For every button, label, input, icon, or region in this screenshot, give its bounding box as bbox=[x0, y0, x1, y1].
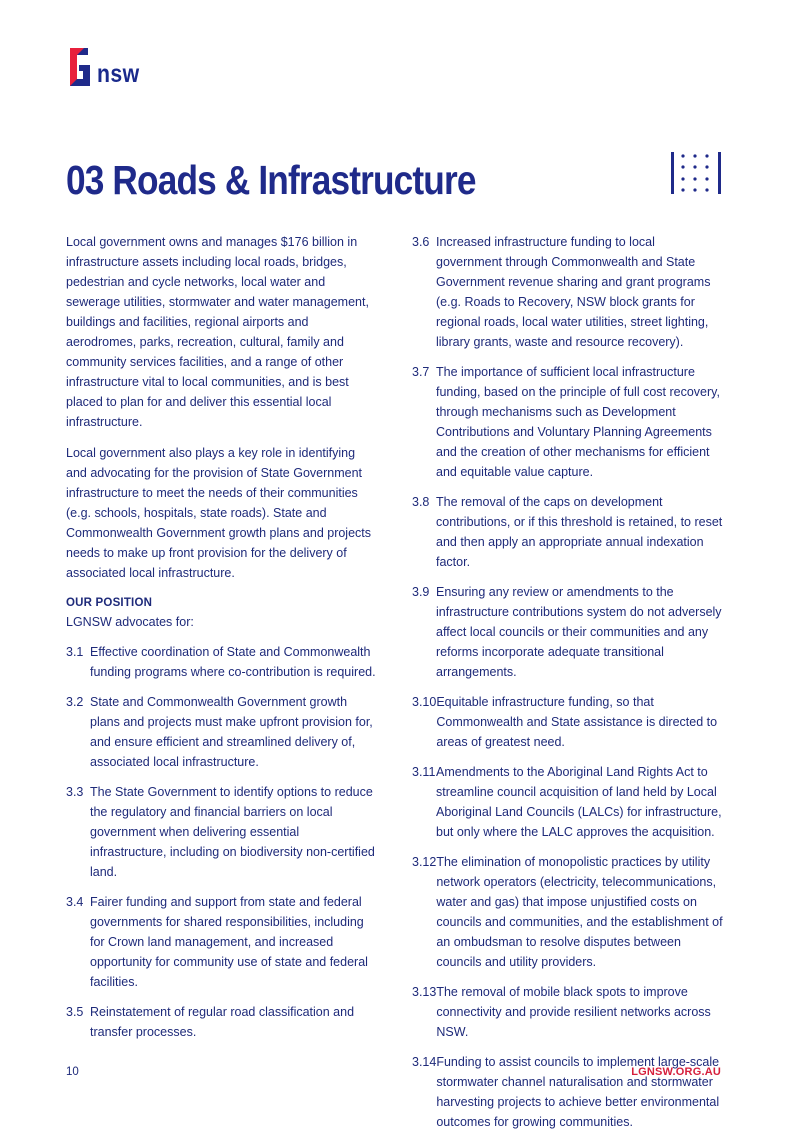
item-text: Ensuring any review or amendments to the infrastructure contributions system do not adversely affect local councils or their communities and any reforms incorporate adequate transitional arrangements. bbox=[436, 585, 722, 679]
item-text: The removal of mobile black spots to improve connectivity and provide resilient networks across NSW. bbox=[436, 985, 711, 1039]
logo-text: nsw bbox=[97, 60, 140, 88]
lgnsw-logo bbox=[66, 44, 147, 88]
item-number: 3.12 bbox=[412, 855, 437, 869]
item-number: 3.11 bbox=[412, 765, 436, 779]
item-number: 3.6 bbox=[412, 235, 430, 249]
position-item bbox=[412, 232, 724, 352]
item-text: Equitable infrastructure funding, so that Commonwealth and State assistance is directed to areas of greatest need. bbox=[436, 695, 718, 749]
item-text: Reinstatement of regular road classification and transfer processes. bbox=[90, 1005, 355, 1039]
item-number: 3.1 bbox=[66, 645, 84, 659]
item-number: 3.2 bbox=[66, 695, 84, 709]
position-intro: LGNSW advocates for: bbox=[66, 615, 194, 629]
lgnsw-g-icon bbox=[66, 46, 94, 88]
item-number: 3.14 bbox=[412, 1055, 437, 1069]
item-number: 3.7 bbox=[412, 365, 430, 379]
position-item bbox=[412, 582, 724, 682]
item-text: State and Commonwealth Government growth plans and projects must make upfront provision for, and ensure efficient and streamlined delivery of, associated local infrastructure. bbox=[90, 695, 373, 769]
position-item bbox=[66, 642, 378, 682]
item-number: 3.5 bbox=[66, 1005, 84, 1019]
position-item bbox=[412, 982, 724, 1042]
item-text: The elimination of monopolistic practices by utility network operators (electricity, telecommunications, water and gas) that impose unjustified costs on councils and communities, and the establishment of an ombudsman to resolve disputes between councils and utility providers. bbox=[436, 855, 723, 969]
page-number: 10 bbox=[66, 1066, 79, 1078]
position-item bbox=[412, 1052, 724, 1132]
position-item bbox=[412, 762, 724, 842]
position-item bbox=[66, 1002, 378, 1042]
position-item bbox=[412, 692, 724, 752]
decorative-dots-icon bbox=[670, 152, 722, 194]
item-number: 3.3 bbox=[66, 785, 84, 799]
position-item bbox=[412, 362, 724, 482]
item-number: 3.10 bbox=[412, 695, 437, 709]
position-item bbox=[412, 492, 724, 572]
item-text: Fairer funding and support from state and federal governments for shared responsibilities, including for Crown land management, and increased opportunity for community use of state and federal facilities. bbox=[90, 895, 368, 989]
website-link[interactable]: LGNSW.ORG.AU bbox=[631, 1066, 721, 1078]
intro-paragraph-1: Local government owns and manages $176 billion in infrastructure assets including local roads, bridges, pedestrian and cycle networks, local water and sewerage utilities, stormwater and water management, buildings and facilities, regional airports and aerodromes, parks, recreation, cultural, family and community services facilities, and a range of other infrastructure vital to local communities, and is best placed to plan for and deliver this essential local infrastructure. bbox=[66, 235, 369, 429]
item-number: 3.4 bbox=[66, 895, 84, 909]
item-number: 3.9 bbox=[412, 585, 430, 599]
intro-paragraph-2: Local government also plays a key role in identifying and advocating for the provision of State Government infrastructure to meet the needs of their communities (e.g. schools, hospitals, state roads). State and Commonwealth Government growth plans and projects needs to make up front provision for the delivery of associated local infrastructure. bbox=[66, 446, 372, 580]
item-text: The removal of the caps on development contributions, or if this threshold is retained, to reset and then apply an appropriate annual indexation factor. bbox=[436, 495, 723, 569]
item-text: Amendments to the Aboriginal Land Rights Act to streamline council acquisition of land held by Local Aboriginal Land Councils (LALCs) for infrastructure, but only where the LALC approves the acquisition. bbox=[436, 765, 722, 839]
position-item bbox=[66, 782, 378, 882]
page-title: 03 Roads & Infrastructure bbox=[66, 157, 476, 203]
position-item bbox=[412, 852, 724, 972]
position-item bbox=[66, 692, 378, 772]
item-number: 3.13 bbox=[412, 985, 437, 999]
item-number: 3.8 bbox=[412, 495, 430, 509]
item-text: Effective coordination of State and Commonwealth funding programs where co-contribution is required. bbox=[90, 645, 376, 679]
position-heading: OUR POSITION bbox=[66, 597, 153, 609]
item-text: Increased infrastructure funding to local government through Commonwealth and State Government revenue sharing and grant programs (e.g. Roads to Recovery, NSW block grants for regional roads, local water utilities, street lighting, library grants, waste and resource recovery). bbox=[436, 235, 711, 349]
right-column bbox=[412, 232, 724, 1142]
left-column bbox=[66, 232, 378, 1052]
item-text: Funding to assist councils to implement large-scale stormwater channel naturalisation and stormwater harvesting projects to achieve better environmental outcomes for growing communities. bbox=[436, 1055, 720, 1129]
item-text: The importance of sufficient local infrastructure funding, based on the principle of full cost recovery, through mechanisms such as Development Contributions and Voluntary Planning Agreements and the creation of other mechanisms for efficient and equitable value capture. bbox=[436, 365, 720, 479]
item-text: The State Government to identify options to reduce the regulatory and financial barriers on local government when delivering essential infrastructure, including on biodiversity non-certified land. bbox=[90, 785, 375, 879]
position-item bbox=[66, 892, 378, 992]
